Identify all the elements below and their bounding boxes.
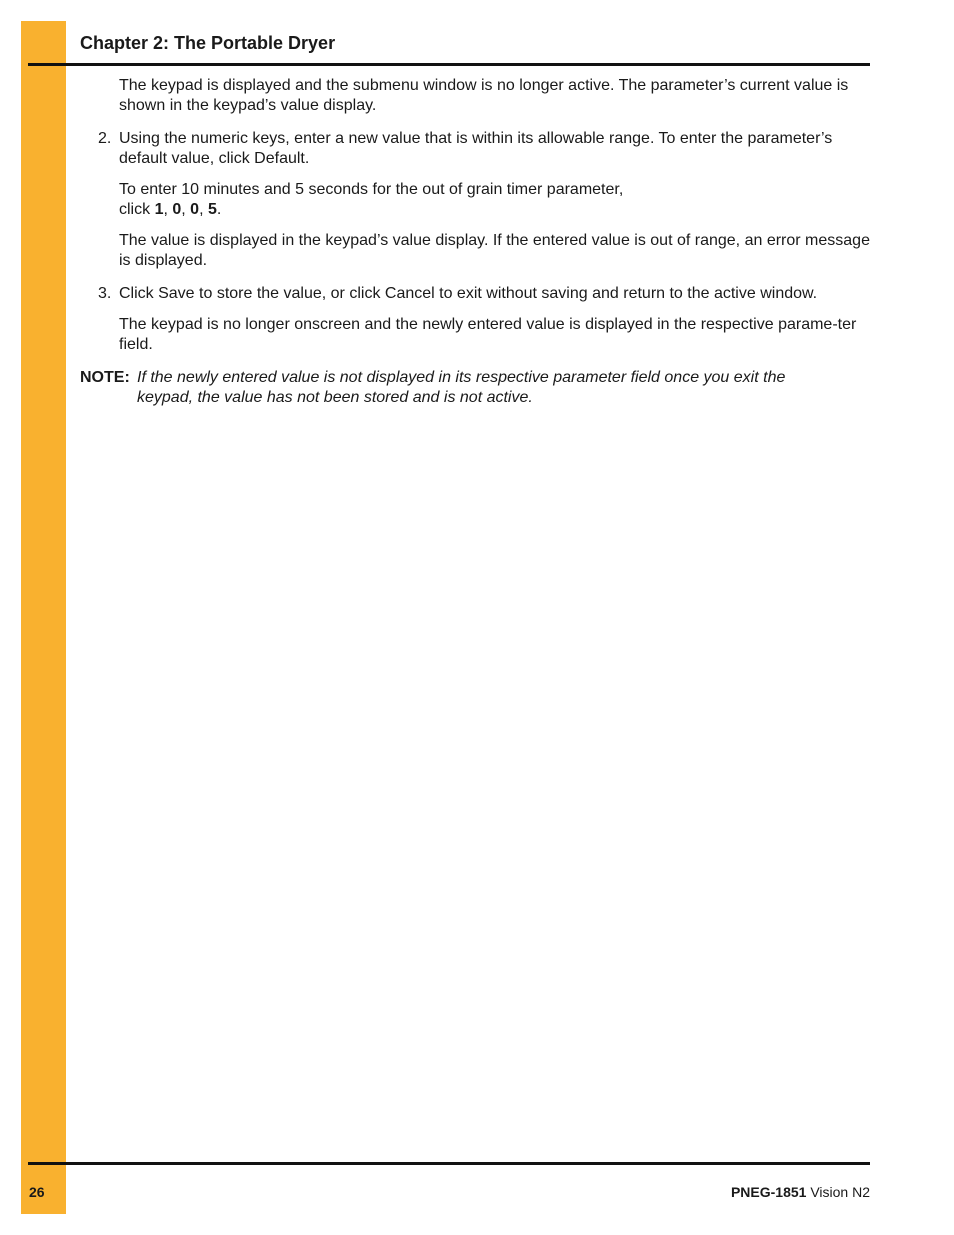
step-3-result: The keypad is no longer onscreen and the newly entered value is displayed in the respective parame-ter field.	[119, 316, 857, 353]
example-end: .	[216, 201, 222, 218]
intro-paragraph: The keypad is displayed and the submenu window is no longer active. The parameter’s current value is shown in the keypad’s value display.	[119, 77, 849, 114]
step-2-result: The value is displayed in the keypad’s value display. If the entered value is out of range, an error message is displayed.	[119, 232, 870, 269]
key-separator: ,	[199, 201, 208, 218]
step-2-text: Using the numeric keys, enter a new value that is within its allowable range. To enter the parameter’s default value, click Default.	[119, 130, 833, 167]
header-rule	[28, 63, 870, 66]
step-2-number: 2.	[98, 130, 112, 147]
note-label: NOTE:	[80, 369, 130, 386]
example-line-1: To enter 10 minutes and 5 seconds for the out of grain timer parameter,	[119, 181, 624, 198]
key-separator: ,	[181, 201, 191, 218]
key-4: 5	[207, 201, 217, 218]
document-name: Vision N2	[806, 1184, 870, 1200]
chapter-side-tab	[21, 21, 66, 1214]
key-1: 1	[154, 201, 164, 218]
chapter-title: Chapter 2: The Portable Dryer	[80, 33, 336, 53]
key-separator: ,	[163, 201, 173, 218]
key-2: 0	[172, 201, 182, 218]
step-3-text: Click Save to store the value, or click Cancel to exit without saving and return to the active window.	[119, 285, 818, 302]
page-number: 26	[29, 1184, 45, 1200]
document-id	[731, 1183, 870, 1201]
example-click-text: click	[119, 201, 155, 218]
note-text: If the newly entered value is not displayed in its respective parameter field once you exit the keypad, the value has not been stored and is not active.	[137, 369, 786, 406]
step-3-number: 3.	[98, 285, 112, 302]
footer-rule	[28, 1162, 870, 1165]
step-2-example	[119, 180, 871, 220]
key-3: 0	[190, 201, 200, 218]
document-code: PNEG-1851	[730, 1184, 807, 1200]
